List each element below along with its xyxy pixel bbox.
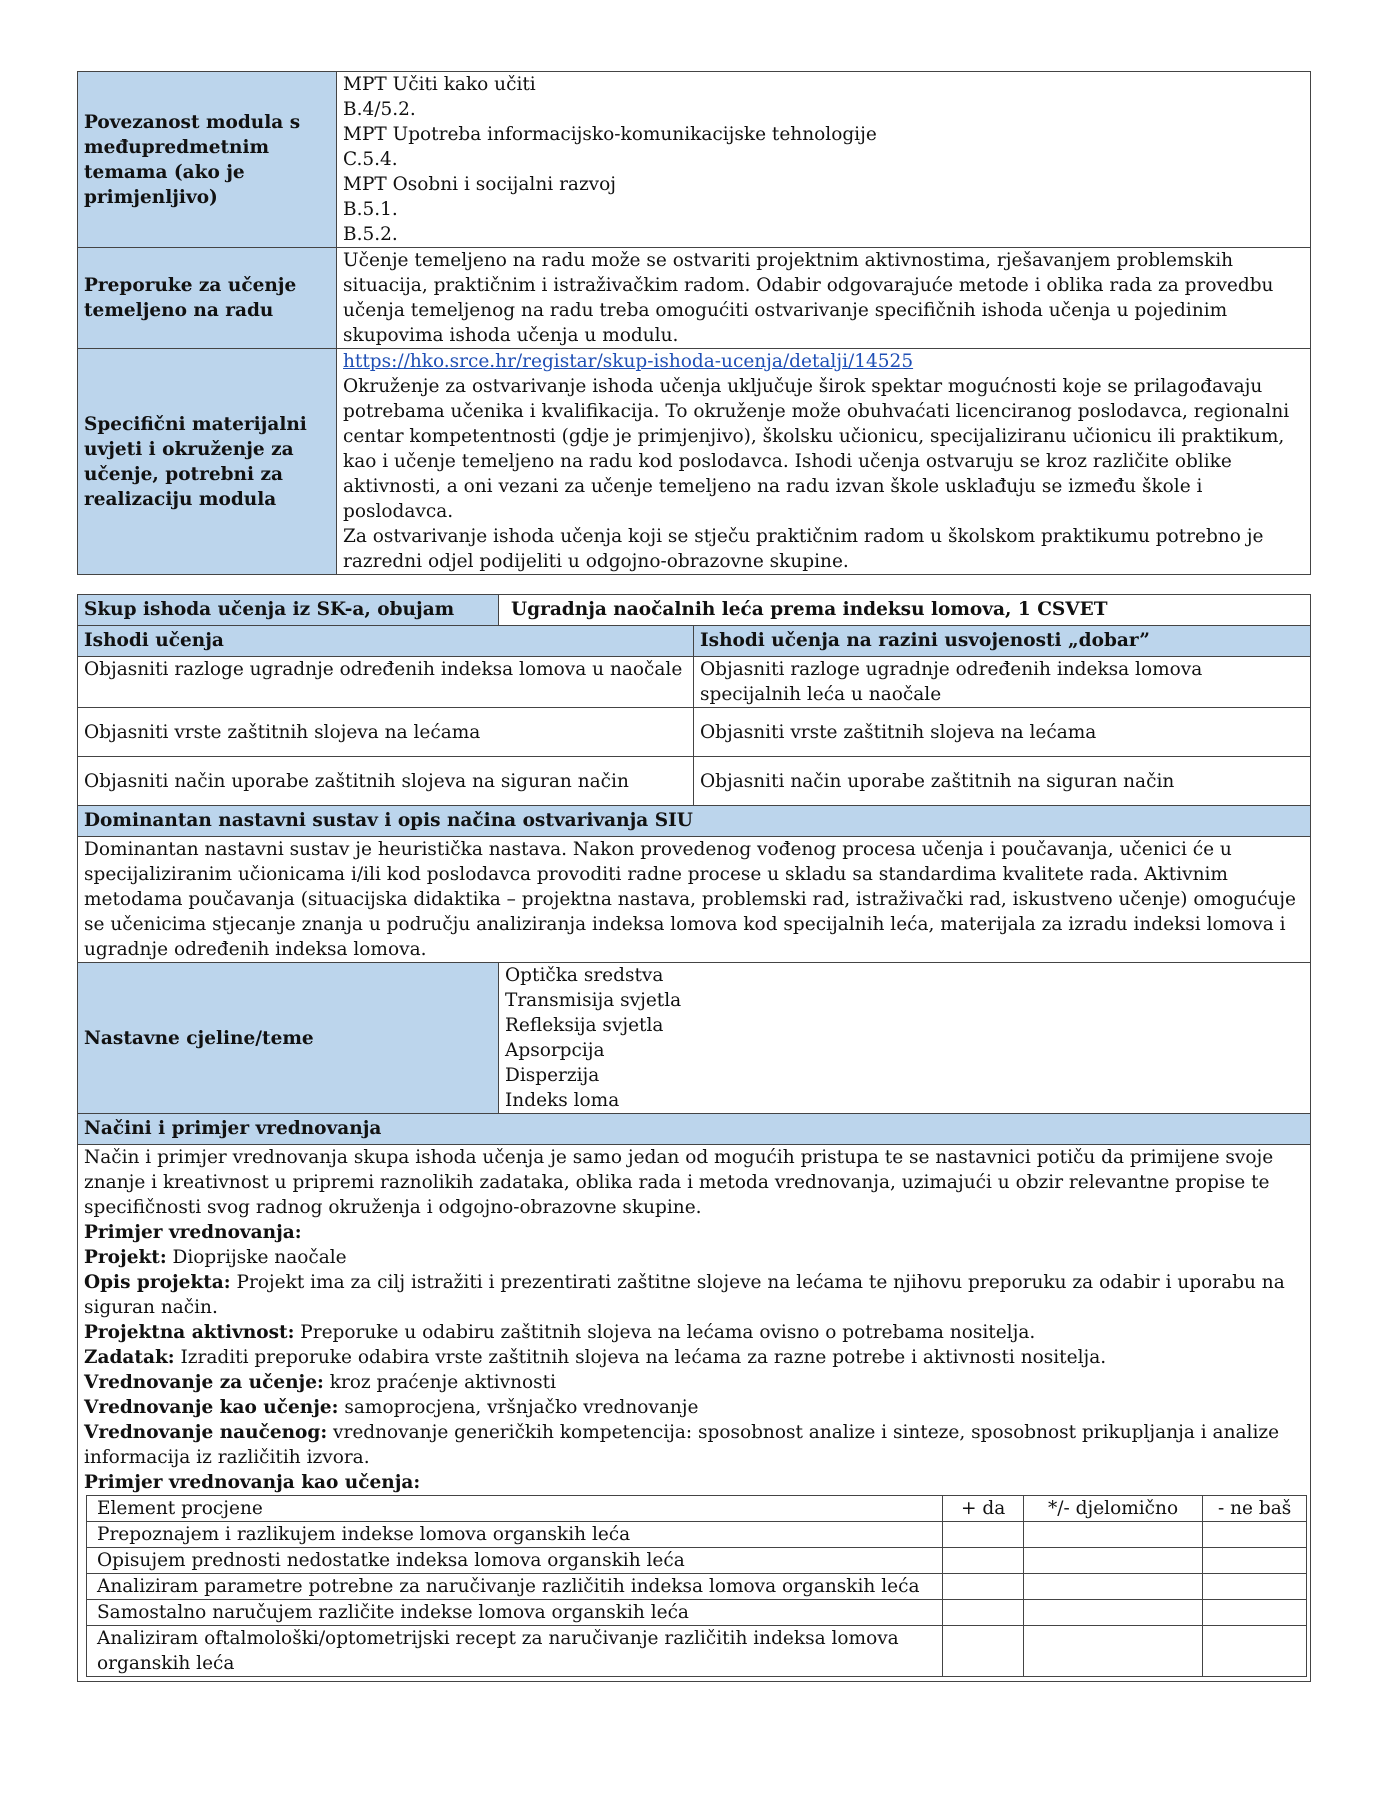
table-row [78,248,1311,349]
field-assessment-as-learning [84,1395,1304,1420]
field-label: Vrednovanje kao učenje: [84,1397,339,1418]
table-row [87,1574,1307,1600]
list-item: Refleksija svjetla [505,1015,664,1036]
row-label: Povezanost modula s međupredmetnim temama (ako je primjenljivo) [78,72,337,248]
field-project [84,1245,1304,1270]
list-item: Apsorpcija [505,1040,605,1061]
element-cell: Samostalno naručujem različite indekse lomova organskih leća [87,1600,943,1626]
column-header: */- djelomično [1023,1496,1202,1522]
topics-list [499,963,1311,1114]
field-value: Preporuke u odabiru zaštitnih slojeva na lećama ovisno o potrebama nositelja. [294,1322,1036,1343]
column-header: Element procjene [87,1496,943,1522]
good-outcome-cell: Objasniti razloge ugradnje određenih indeksa lomova specijalnih leća u naočale [694,657,1311,708]
good-level-header: Ishodi učenja na razini usvojenosti „dobar” [694,626,1311,657]
list-item: Indeks loma [505,1090,620,1111]
field-value: Dioprijske naočale [166,1247,347,1268]
field-project-activity [84,1320,1304,1345]
field-label: Opis projekta: [84,1272,231,1293]
table-row [78,72,1311,248]
table-row [87,1626,1307,1677]
checkbox-cell[interactable] [1023,1574,1202,1600]
evaluation-cell [78,1145,1311,1682]
table-row [78,657,1311,708]
example-heading: Primjer vrednovanja: [84,1222,302,1243]
table-row [78,1145,1311,1682]
environment-text: Okruženje za ostvarivanje ishoda učenja uključuje širok spektar mogućnosti koje se prilagođavaju potrebama učenika i kvalifikacija. To okruženje može obuhvaćati licenciranog poslodavca, regionalni centar kompetentnosti (gdje je primjenjivo), školsku učionicu, specijaliziranu učionicu ili praktikum, kao i učenje temeljeno na radu kod poslodavca. Ishodi učenja ostvaruju se kroz različite oblike aktivnosti, a oni vezani za učenje temeljeno na radu izvan škole usklađuju se između škole i poslodavca. [343,376,1290,522]
outcome-cell: Objasniti vrste zaštitnih slojeva na lećama [78,708,694,757]
field-value: kroz praćenje aktivnosti [323,1372,557,1393]
environment-text-2: Za ostvarivanje ishoda učenja koji se stječu praktičnim radom u školskom praktikumu potrebno je razredni odjel podijeliti u odgojno-obrazovne skupine. [343,526,1264,572]
table-row [78,626,1311,657]
self-eval-heading: Primjer vrednovanja kao učenja: [84,1472,421,1493]
good-outcome-cell: Objasniti način uporabe zaštitnih na siguran način [694,757,1311,806]
outcome-cell: Objasniti način uporabe zaštitnih slojeva na siguran način [78,757,694,806]
element-cell: Analiziram oftalmološki/optometrijski recept za naručivanje različitih indeksa lomova organskih leća [87,1626,943,1677]
good-outcome-cell: Objasniti vrste zaštitnih slojeva na lećama [694,708,1311,757]
checkbox-cell[interactable] [1023,1626,1202,1677]
field-value: samoprocjena, vršnjačko vrednovanje [338,1397,699,1418]
table-row [78,1114,1311,1145]
dominant-system-header: Dominantan nastavni sustav i opis načina ostvarivanja SIU [78,806,1311,837]
work-based-learning-text: Učenje temeljeno na radu može se ostvariti projektnim aktivnostima, rješavanjem problemskih situacija, praktičnim i istraživačkim radom. Odabir odgovarajuće metode i oblika rada za provedbu učenja temeljenog na radu treba omogućiti ostvarivanje specifičnih ishoda učenja u pojedinim skupovima ishoda učenja u modulu. [337,248,1311,349]
field-assessment-of-learning [84,1420,1304,1470]
table-row [78,963,1311,1114]
table-row [87,1548,1307,1574]
table-row [78,708,1311,757]
checkbox-cell[interactable] [943,1626,1024,1677]
checkbox-cell[interactable] [1203,1522,1307,1548]
row-label: Specifični materijalni uvjeti i okruženje za učenje, potrebni za realizaciju modula [78,349,337,575]
field-value: Projekt ima za cilj istražiti i prezentirati zaštitne slojeve na lećama te njihovu preporuku za odabir i uporabu na siguran način. [84,1272,1285,1318]
field-label: Projektna aktivnost: [84,1322,295,1343]
evaluation-intro: Način i primjer vrednovanja skupa ishoda učenja je samo jedan od mogućih pristupa te se nastavnici potiču da primijene svoje znanje i kreativnost u pripremi raznolikih zadataka, oblika rada i metoda vrednovanja, uzimajući u obzir relevantne propise te specifičnosti svog radnog okruženja i odgojno-obrazovne skupine. [84,1147,1274,1218]
list-item: Optička sredstva [505,965,664,986]
list-item: B.5.2. [343,224,398,245]
element-cell: Analiziram parametre potrebne za naručivanje različitih indeksa lomova organskih leća [87,1574,943,1600]
list-item: MPT Upotreba informacijsko-komunikacijske tehnologije [343,124,877,145]
list-item: MPT Učiti kako učiti [343,74,536,95]
module-info-table [77,71,1311,575]
topics-label: Nastavne cjeline/teme [78,963,499,1114]
checkbox-cell[interactable] [943,1574,1024,1600]
list-item: MPT Osobni i socijalni razvoj [343,174,617,195]
column-header: + da [943,1496,1024,1522]
list-item: B.5.1. [343,199,398,220]
table-row [78,806,1311,837]
field-label: Vrednovanje naučenog: [84,1422,328,1443]
list-item: Transmisija svjetla [505,990,682,1011]
registry-link[interactable]: https://hko.srce.hr/registar/skup-ishoda-ucenja/detalji/14525 [343,351,914,372]
table-row [78,349,1311,575]
siu-label: Skup ishoda učenja iz SK-a, obujam [78,595,499,626]
checkbox-cell[interactable] [1023,1548,1202,1574]
checkbox-cell[interactable] [1203,1548,1307,1574]
cross-curricular-topics [337,72,1311,248]
dominant-system-text: Dominantan nastavni sustav je heuristička nastava. Nakon provedenog vođenog procesa učenja i poučavanja, učenici će u specijaliziranim učionicama i/ili kod poslodavca provoditi radne procese u skladu sa standardima kvalitete rada. Aktivnim metodama poučavanja (situacijska didaktika – projektna nastava, problemski rad, istraživački rad, iskustveno učenje) omogućuje se učenicima stjecanje znanja u području analiziranja indeksa lomova kod specijalnih leća, materijala za izradu indeksi lomova i ugradnje određenih indeksa lomova. [78,837,1311,963]
element-cell: Opisujem prednosti nedostatke indeksa lomova organskih leća [87,1548,943,1574]
checkbox-cell[interactable] [943,1548,1024,1574]
field-assessment-for-learning [84,1370,1304,1395]
table-row [78,595,1311,626]
checkbox-cell[interactable] [943,1600,1024,1626]
self-evaluation-table [86,1495,1307,1677]
table-header-row [87,1496,1307,1522]
field-label: Zadatak: [84,1347,175,1368]
table-row [87,1522,1307,1548]
learning-outcomes-table [77,594,1311,1682]
checkbox-cell[interactable] [1023,1522,1202,1548]
checkbox-cell[interactable] [1203,1626,1307,1677]
evaluation-header: Načini i primjer vrednovanja [78,1114,1311,1145]
siu-value: Ugradnja naočalnih leća prema indeksu lomova, 1 CSVET [499,595,1311,626]
element-cell: Prepoznajem i razlikujem indekse lomova organskih leća [87,1522,943,1548]
table-row [78,757,1311,806]
column-header: - ne baš [1203,1496,1307,1522]
checkbox-cell[interactable] [1203,1574,1307,1600]
environment-cell [337,349,1311,575]
list-item: C.5.4. [343,149,398,170]
table-row [78,837,1311,963]
field-value: vrednovanje generičkih kompetencija: sposobnost analize i sinteze, sposobnost prikupljanja i analize informacija iz različitih izvora. [84,1422,1280,1468]
field-task [84,1345,1304,1370]
field-value: Izraditi preporuke odabira vrste zaštitnih slojeva na lećama za razne potrebe i aktivnosti nositelja. [174,1347,1107,1368]
list-item: Disperzija [505,1065,600,1086]
field-label: Projekt: [84,1247,167,1268]
checkbox-cell[interactable] [943,1522,1024,1548]
checkbox-cell[interactable] [1203,1600,1307,1626]
outcomes-header: Ishodi učenja [78,626,694,657]
field-project-description [84,1270,1304,1320]
field-label: Vrednovanje za učenje: [84,1372,324,1393]
checkbox-cell[interactable] [1023,1600,1202,1626]
list-item: B.4/5.2. [343,99,416,120]
table-row [87,1600,1307,1626]
row-label: Preporuke za učenje temeljeno na radu [78,248,337,349]
outcome-cell: Objasniti razloge ugradnje određenih indeksa lomova u naočale [78,657,694,708]
